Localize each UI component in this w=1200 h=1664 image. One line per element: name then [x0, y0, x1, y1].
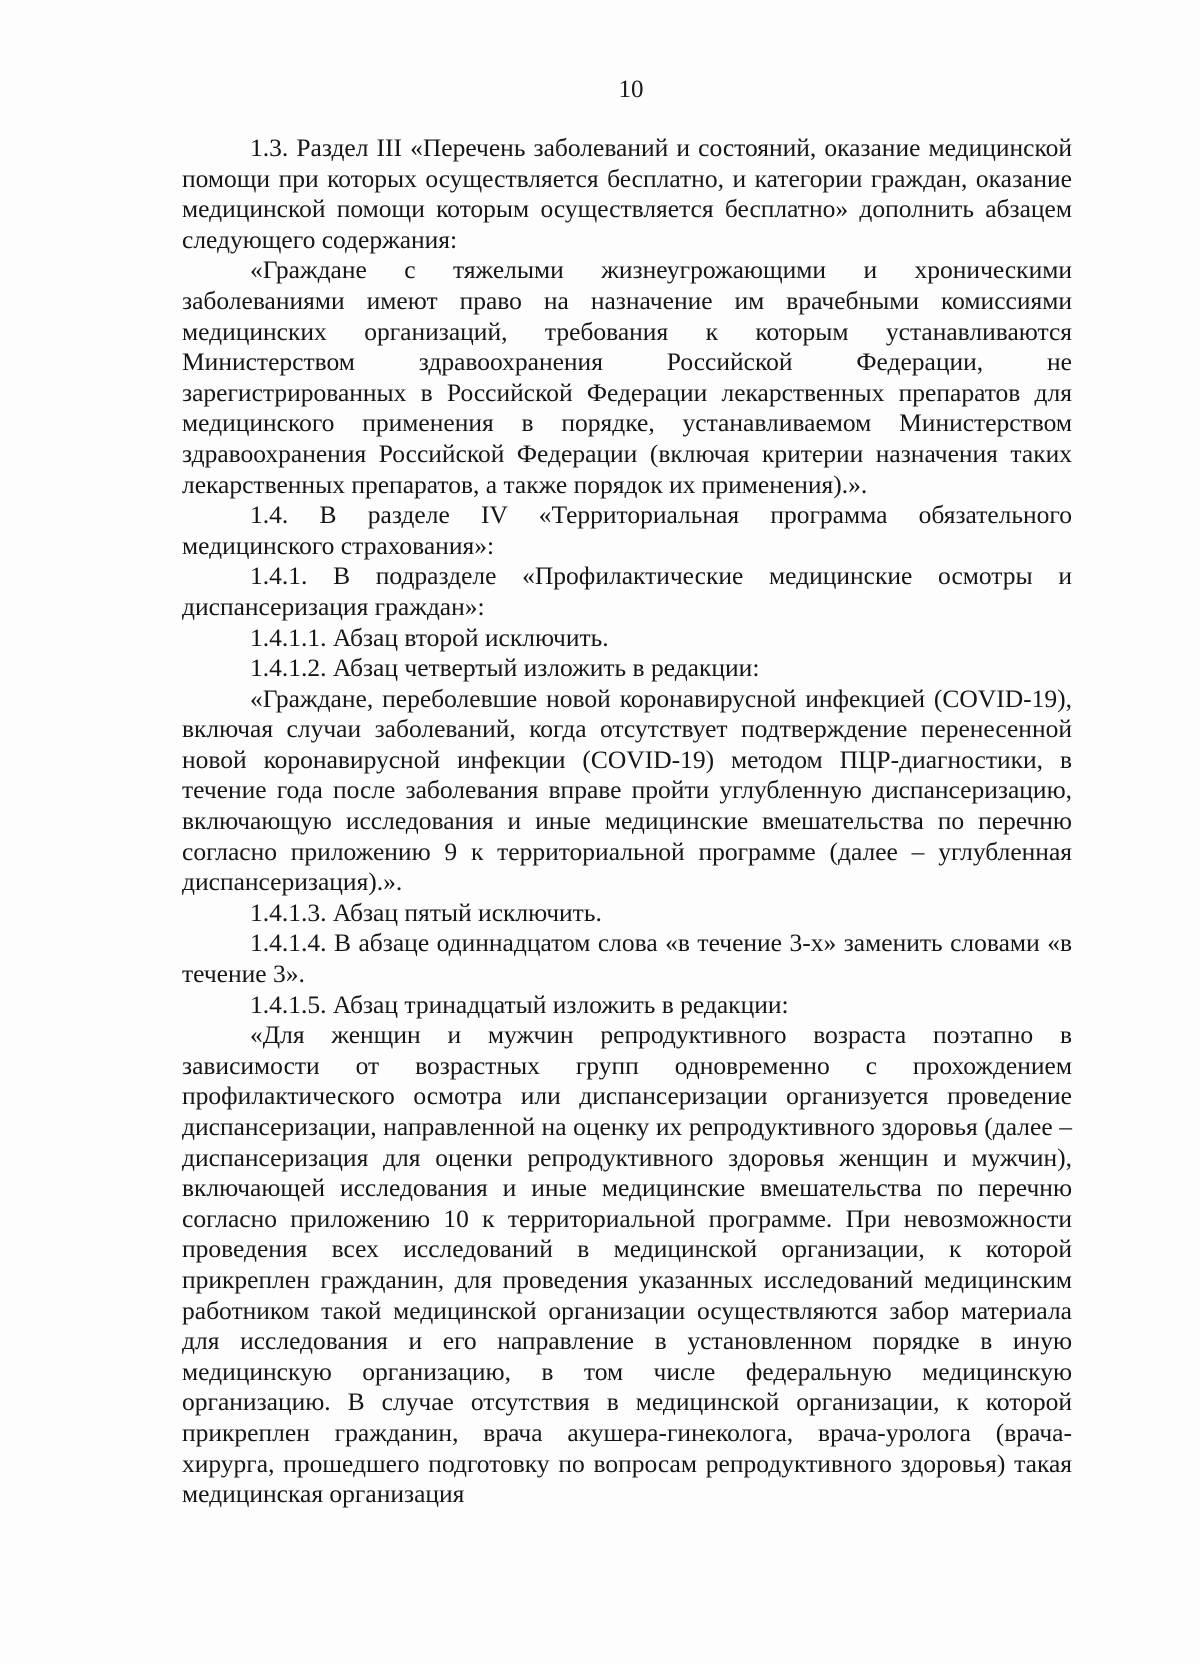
paragraph-1-4-1-4: 1.4.1.4. В абзаце одиннадцатом слова «в течение 3-х» заменить словами «в течение 3». [182, 928, 1072, 989]
paragraph-1-4-1-1: 1.4.1.1. Абзац второй исключить. [250, 622, 609, 652]
paragraph-1-4-1: 1.4.1. В подразделе «Профилактические медицинские осмотры и диспансеризация граждан»: [182, 561, 1072, 621]
paragraph-1-4-1-5: 1.4.1.5. Абзац тринадцатый изложить в редакции: [250, 989, 789, 1019]
paragraph-1-4-1-2: 1.4.1.2. Абзац четвертый изложить в редакции: [250, 653, 760, 683]
paragraph-quote-grazhdane: «Граждане с тяжелыми жизнеугрожающими и хроническими заболеваниями имеют право на назначение им врачебными комиссиями медицинских организаций, требования к которым устанавливаются Министерством здравоохранения Российской Федерации, не зарегистрированных в Российской Федерации лекарственных препаратов для медицинского применения в порядке, устанавливаемом Министерством здравоохранения Российской Федерации (включая критерии назначения таких лекарственных препаратов, а также порядок их применения).». [182, 255, 1072, 499]
paragraph-quote-covid: «Граждане, переболевшие новой коронавирусной инфекцией (COVID-19), включая случаи заболеваний, когда отсутствует подтверждение перенесенной новой коронавирусной инфекции (COVID-19) методом ПЦР-диагностики, в течение года после заболевания вправе пройти углубленную диспансеризацию, включающую исследования и иные медицинские вмешательства по перечню согласно приложению 9 к территориальной программе (далее – углубленная диспансеризация).». [182, 683, 1072, 897]
paragraph-quote-reproductive: «Для женщин и мужчин репродуктивного возраста поэтапно в зависимости от возрастных групп одновременно с прохождением профилактического осмотра или диспансеризации организуется проведение диспансеризации, направленной на оценку их репродуктивного здоровья (далее – диспансеризация для оценки репродуктивного здоровья женщин и мужчин), включающей исследования и иные медицинские вмешательства по перечню согласно приложению 10 к территориальной программе. При невозможности проведения всех исследований в медицинской организации, к которой прикреплен гражданин, для проведения указанных исследований медицинским работником такой медицинской организации осуществляются забор материала для исследования и его направление в установленном порядке в иную медицинскую организацию, в том числе федеральную медицинскую организацию. В случае отсутствия в медицинской организации, к которой прикреплен гражданин, врача акушера-гинеколога, врача-уролога (врача-хирурга, прошедшего подготовку по вопросам репродуктивного здоровья) такая медицинская организация [182, 1020, 1072, 1509]
paragraph-1-4: 1.4. В разделе IV «Территориальная программа обязательного медицинского страхования»: [182, 500, 1072, 560]
page-number: 10 [618, 76, 644, 103]
paragraph-1-3: 1.3. Раздел III «Перечень заболеваний и состояний, оказание медицинской помощи при которых осуществляется бесплатно, и категории граждан, оказание медицинской помощи которым осуществляется бесплатно» дополнить абзацем следующего содержания: [182, 133, 1072, 254]
paragraph-1-4-1-3: 1.4.1.3. Абзац пятый исключить. [250, 897, 602, 927]
document-body [182, 133, 1072, 1510]
